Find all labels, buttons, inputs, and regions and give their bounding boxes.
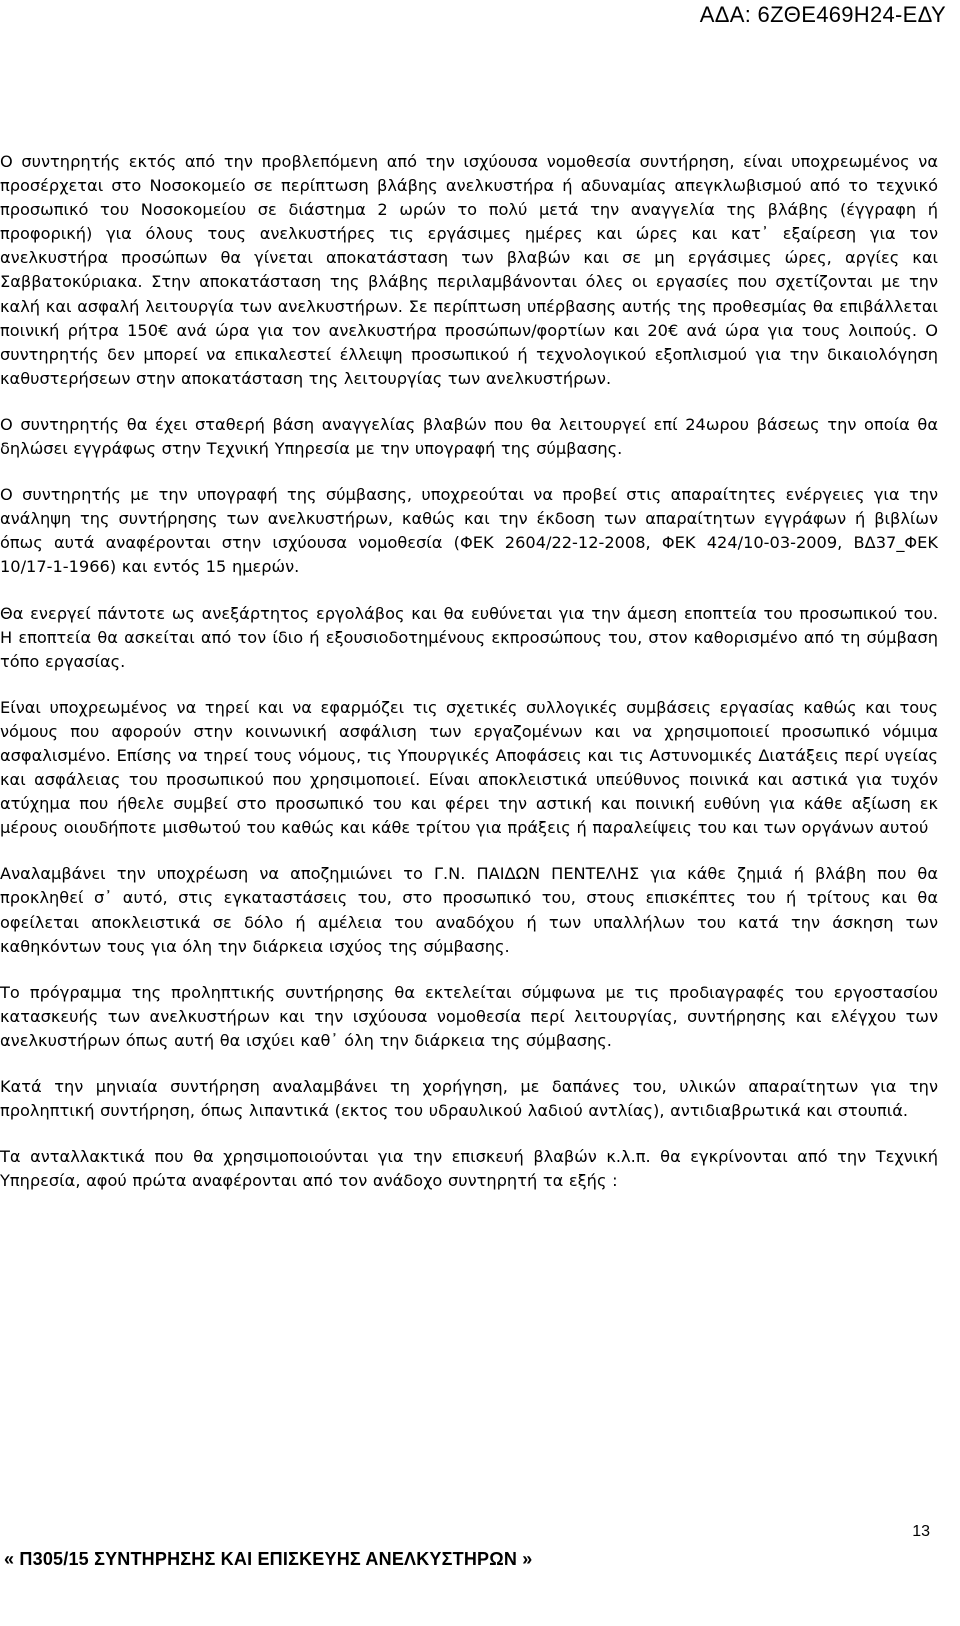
footer-title: « Π305/15 ΣΥΝΤΗΡΗΣΗΣ ΚΑΙ ΕΠΙΣΚΕΥΗΣ ΑΝΕΛΚΥΣΤΗΡΩΝ » [4, 1549, 533, 1569]
paragraph-repair-obligation: Ο συντηρητής εκτός από την προβλεπόμενη από την ισχύουσα νομοθεσία συντήρηση, είναι υποχρεωμένος να προσέρχεται στο Νοσοκομείο σε περίπτωση βλάβης ανελκυστήρα ή αδυναμίας απεγκλωβισμού από το τεχνικό προσωπικό του Νοσοκομείου σε διάστημα 2 ωρών το πολύ μετά την αναγγελία της βλάβης (έγγραφη ή προφορική) για όλους τους ανελκυστήρες τις εργάσιμες ημέρες και ώρες και κατ᾽ εξαίρεση για τον ανελκυστήρα προσώπων θα γίνεται αποκατάσταση των βλαβών και σε μη εργάσιμες ώρες, αργίες και Σαββατοκύριακα. Στην αποκατάσταση της βλάβης περιλαμβάνονται όλες οι εργασίες που σχετίζονται με την καλή και ασφαλή λειτουργία των ανελκυστήρων. Σε περίπτωση υπέρβασης αυτής της προθεσμίας θα επιβάλλεται ποινική ρήτρα 150€ ανά ώρα για τον ανελκυστήρα προσώπων/φορτίων και 20€ ανά ώρα για τους λοιπούς. Ο συντηρητής δεν μπορεί να επικαλεστεί έλλειψη προσωπικού ή τεχνολογικού εξοπλισμού για την δικαιολόγηση καθυστερήσεων στην αποκατάσταση της λειτουργίας των ανελκυστήρων. [0, 152, 938, 388]
paragraph-independent-contractor: Θα ενεργεί πάντοτε ως ανεξάρτητος εργολάβος και θα ευθύνεται για την άμεση εποπτεία του προσωπικού του. Η εποπτεία θα ασκείται από τον ίδιο ή εξουσιοδοτημένους εκπροσώπους του, στον καθορισμένο από τη σύμβαση τόπο εργασίας. [0, 603, 938, 671]
page-number: 13 [912, 1523, 930, 1540]
paragraph-contract-actions: Ο συντηρητής με την υπογραφή της σύμβασης, υποχρεούται να προβεί στις απαραίτητες ενέργειες για την ανάληψη της συντήρησης των ανελκυστήρων, καθώς και την έκδοση των απαραίτητων εγγράφων ή βιβλίων όπως αυτά αναφέρονται στην ισχύουσα νομοθεσία (ΦΕΚ 2604/22-12-2008, ΦΕΚ 424/10-03-2009, ΒΔ37_ΦΕΚ 10/17-1-1966) και εντός 15 ημερών. [0, 485, 938, 577]
paragraph-spare-parts: Τα ανταλλακτικά που θα χρησιμοποιούνται για την επισκευή βλαβών κ.λ.π. θα εγκρίνονται από την Τεχνική Υπηρεσία, αφού πρώτα αναφέρονται από τον ανάδοχο συντηρητή τα εξής : [0, 1147, 938, 1191]
paragraph-labor-obligations: Είναι υποχρεωμένος να τηρεί και να εφαρμόζει τις σχετικές συλλογικές συμβάσεις εργασίας καθώς και τους νόμους που αφορούν στην κοινωνική ασφάλιση των εργαζομένων και να χρησιμοποιεί προσωπικό νόμιμα ασφαλισμένο. Επίσης να τηρεί τους νόμους, τις Υπουργικές Αποφάσεις και τις Αστυνομικές Διατάξεις περί υγείας και ασφάλειας του προσωπικού που χρησιμοποιεί. Είναι αποκλειστικά υπεύθυνος ποινικά και αστικά για τυχόν ατύχημα που ήθελε συμβεί στο προσωπικό του και φέρει την αστική και ποινική ευθύνη για κάθε αξίωση εκ μέρους οιουδήποτε μισθωτού του καθώς και κάθε τρίτου για πράξεις ή παραλείψεις του και των οργάνων αυτού [0, 697, 938, 838]
paragraph-monthly-materials: Κατά την μηνιαία συντήρηση αναλαμβάνει τη χορήγηση, με δαπάνες του, υλικών απαραίτητων για την προληπτική συντήρηση, όπως λιπαντικά (εκτος του υδραυλικού λαδιού αντλίας), αντιδιαβρωτικά και στουπιά. [0, 1077, 938, 1121]
paragraph-fault-reporting-base: Ο συντηρητής θα έχει σταθερή βάση αναγγελίας βλαβών που θα λειτουργεί επί 24ωρου βάσεως την οποία θα δηλώσει εγγράφως στην Τεχνική Υπηρεσία με την υπογραφή της σύμβασης. [0, 414, 938, 459]
paragraph-preventive-maintenance: Το πρόγραμμα της προληπτικής συντήρησης θα εκτελείται σύμφωνα με τις προδιαγραφές του εργοστασίου κατασκευής των ανελκυστήρων και την ισχύουσα νομοθεσία περί λειτουργίας, συντήρησης και ελέγχου των ανελκυστήρων όπως αυτή θα ισχύει καθ᾽ όλη την διάρκεια της σύμβασης. [0, 982, 938, 1050]
document-body [0, 150, 938, 1215]
paragraph-compensation: Αναλαμβάνει την υποχρέωση να αποζημιώνει το Γ.Ν. ΠΑΙΔΩΝ ΠΕΝΤΕΛΗΣ για κάθε ζημιά ή βλάβη που θα προκληθεί σ᾽ αυτό, στις εγκαταστάσεις του, στο προσωπικό του, στους επισκέπτες του ή τρίτους και θα οφείλεται αποκλειστικά σε δόλο ή αμέλεια του αναδόχου ή των υπαλλήλων του κατά την άσκηση των καθηκόντων τους για όλη την διάρκεια ισχύος της σύμβασης. [0, 864, 938, 956]
ada-code: ΑΔΑ: 6ΖΘΕ469Η24-ΕΔΥ [699, 2, 946, 27]
